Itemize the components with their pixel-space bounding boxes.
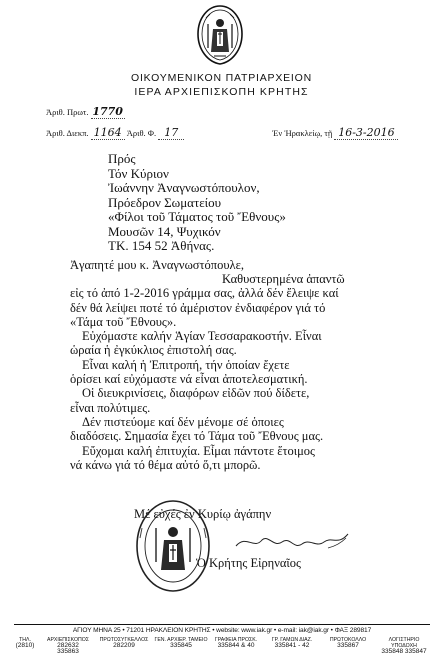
phone-number: 282632 (57, 642, 79, 649)
diekp-label: Ἀριθ. Διεκπ. (46, 128, 89, 138)
phone-number: 335845 (170, 642, 192, 649)
phone-label: ΓΡΑΦΕΙΑ ΠΡΟΣΚ. (214, 637, 258, 643)
address-line: Μουσῶν 14, Ψυχικόν (108, 223, 221, 239)
signature-scribble (232, 528, 352, 556)
salutation: Ἀγαπητέ μου κ. Ἀναγνωστόπουλε, (70, 258, 244, 272)
phone-label: ΠΡΩΤΟΚΟΛΛΟ (329, 637, 367, 643)
phone-number: 335841 - 42 (274, 642, 310, 649)
address-line: Ἰωάννην Ἀναγνωστόπουλον, (108, 180, 260, 195)
phone-label: ΑΡΧΙΕΠΙΣΚΟΠΟΣ (47, 637, 89, 643)
phone-number: 335844 & 40 (217, 642, 255, 649)
letter-body (70, 272, 400, 472)
date-value: 16-3-2016 (338, 126, 395, 139)
area-label: ΤΗΛ. (19, 637, 31, 643)
address-line: «Φίλοι τοῦ Τάματος τοῦ Ἔθνους» (108, 209, 286, 224)
body-line: «Τάμα τοῦ Ἔθνους». (70, 314, 177, 329)
phone-label: ΛΟΓΙΣΤΗΡΙΟ ΥΠΟΔΟΧΗ (388, 637, 420, 649)
header-archdiocese: ΙΕΡΑ ΑΡΧΙΕΠΙΣΚΟΠΗ ΚΡΗΤΗΣ (134, 86, 309, 98)
place-label: Ἐν Ἡρακλείῳ, τῇ (272, 128, 333, 138)
protocol-value: 1770 (92, 105, 123, 118)
patriarchate-seal-logo (194, 4, 246, 66)
closing-line: Μέ εὐχές ἐν Κυρίῳ ἀγάπην (134, 507, 272, 521)
address-line: Τόν Κύριον (108, 165, 169, 181)
phone-label: ΓΕΝ. ΑΡΧΙΕΡ. ΤΑΜΕΙΟ (154, 637, 208, 643)
address-line: Πρός (108, 151, 136, 166)
archdiocese-stamp (134, 498, 212, 594)
phone-number: 335848 335847 (381, 648, 427, 655)
phone-label: ΠΡΩΤΟΣΥΓΚΕΛΛΟΣ (99, 637, 149, 643)
phone-extra: 335863 (57, 648, 79, 655)
body-line: δέν θά λείψει ποτέ τό ἀμέριστον ἐνδιαφέρον γιά τό (70, 300, 326, 315)
recipient-address (108, 152, 286, 254)
footer-divider (14, 624, 430, 625)
body-line: Καθυστερημένα ἀπαντῶ (222, 272, 345, 286)
body-line: Δέν πιστεύομε καί δέν μένομε σέ ὁποιες (82, 414, 284, 429)
file-value: 17 (164, 126, 179, 139)
address-line: Πρόεδρον Σωματείου (108, 194, 222, 210)
body-line: Εὐχόμαστε καλήν Ἁγίαν Τεσσαρακοστήν. Εἶναι (82, 329, 322, 344)
body-line: ὡραία ἡ ἐγκύκλιος ἐπιστολή σας. (70, 343, 237, 358)
body-line: Εὔχομαι καλή ἐπιτυχία. Εἶμαι πάντοτε ἕτοιμος (82, 443, 315, 458)
diekp-value: 1164 (93, 126, 122, 139)
footer-phones (10, 637, 434, 665)
body-line: διαδόσεις. Σημασία ἔχει τό Τάμα τοῦ Ἔθνους μας. (70, 429, 324, 444)
protocol-label: Ἀριθ. Πρωτ. (46, 107, 89, 117)
file-label: Ἀριθ. Φ. (126, 128, 157, 138)
phone-number: 282209 (113, 642, 135, 649)
body-line: ὁρίσει καί εὐχόμαστε νά εἶναι ἀποτελεσματική. (70, 372, 308, 387)
footer-address: ΑΓΙΟΥ ΜΗΝΑ 25 • 71201 ΗΡΑΚΛΕΙΟΝ ΚΡΗΤΗΣ • website: www.iak.gr • e-mail: iak@iak.gr • ΦΑΞ 289817 (72, 627, 372, 634)
body-line: εἰς τό ἀπό 1-2-2016 γράμμα σας, ἀλλά δέν ἔλειψε καί (70, 286, 339, 301)
reference-row (46, 126, 426, 140)
body-line: νά κάνω γιά τό θέμα αὐτό ὅ,τι μπορῶ. (70, 457, 261, 472)
phone-number: 335867 (337, 642, 359, 649)
phone-label: ΓΡ. ΓΑΜΩΝ ΔΙΑΖ. (271, 637, 313, 643)
protocol-number-row (46, 105, 125, 119)
body-line: Εἶναι καλή ἡ Ἐπιτροπή, τήν ὁποίαν ἔχετε (82, 357, 290, 372)
signer-name: Ὁ Κρήτης Εἰρηναῖος (196, 556, 301, 570)
body-line: εἶναι πολύτιμες. (70, 400, 151, 415)
address-line: ΤΚ. 154 52 Ἀθήνας. (108, 238, 215, 253)
body-line: Οἱ διευκρινίσεις, διαφόρων εἰδῶν πού δίδετε, (82, 386, 310, 401)
header-patriarchate: ΟΙΚΟΥΜΕΝΙΚΟΝ ΠΑΤΡΙΑΡΧΕΙΟΝ (130, 72, 313, 84)
area-code: (2810) (15, 642, 35, 649)
